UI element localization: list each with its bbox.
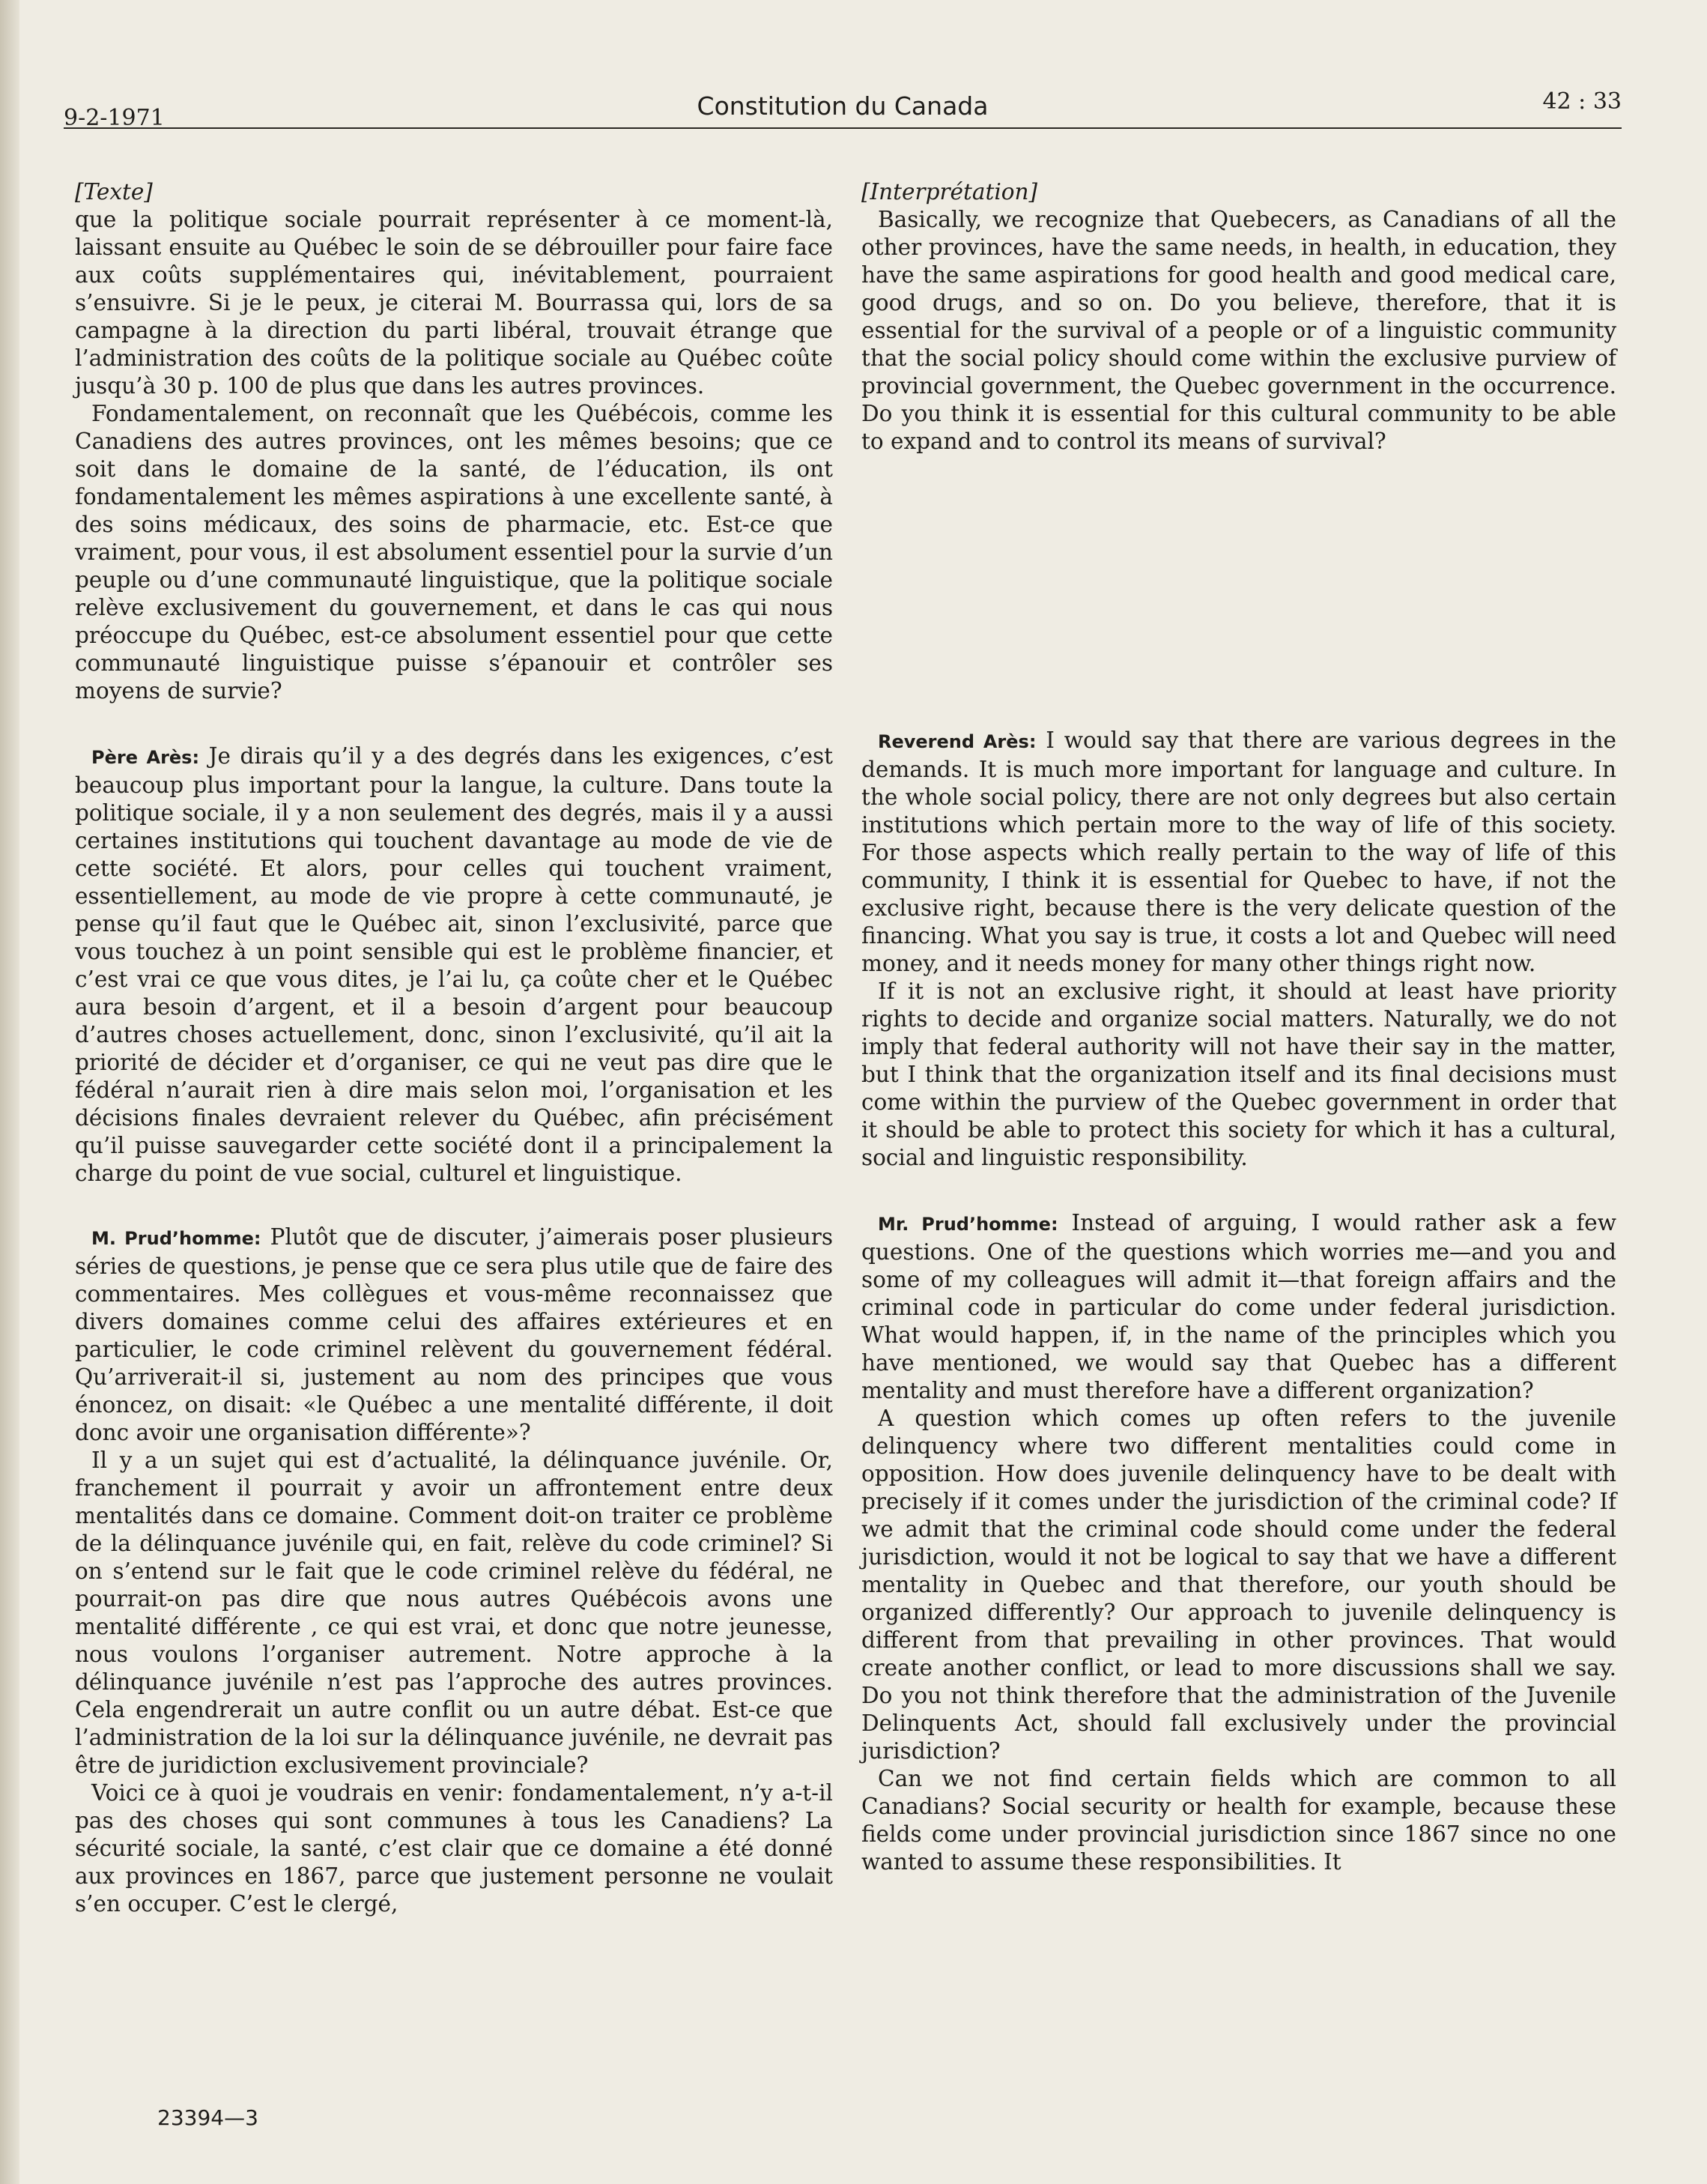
paragraph: Basically, we recognize that Quebecers, as Canadians of all the other provinces, have the same needs, in health, in education, they have the same aspirations for good health and good medical care, good drugs, and so on. Do you believe, therefore, that it is essential for the survival of a people or of a linguistic community that the social policy should come within the exclusive purview of provincial government, the Quebec government in the occurrence. Do you think it is essential for this cultural community to be able to expand and to control its means of survival? — [861, 207, 1616, 454]
paragraph: Il y a un sujet qui est d’actualité, la délinquance juvénile. Or, franchement il pourrait y avoir un affrontement entre deux mentalités dans ce domaine. Comment doit-on traiter ce problème de la délinquance juvénile qui, en fait, relève du code criminel? Si on s’entend sur le fait que le code criminel relève du fédéral, ne pourrait-on pas dire que nous autres Québécois avons une mentalité différente , ce qui est vrai, et donc que notre jeunesse, nous voulons l’organiser autrement. Notre approche à la délinquance juvénile n’est pas l’approche des autres provinces. Cela engendrerait un autre conflit ou un autre débat. Est-ce que l’administration de la loi sur la délinquance juvénile, ne devrait pas être de juridiction exclusivement provinciale? — [75, 1448, 833, 1778]
speech-text: I would say that there are various degrees in the demands. It is much more important for language and culture. In the whole social policy, there are not only degrees but also certain institutions which pertain more to the way of life of this society. For those aspects which really pertain to the way of life of this community, I think it is essential for Quebec to have, if not the exclusive right, because there is the very delicate question of the financing. What you say is true, it costs a lot and Quebec will need money, and it needs money for many other things right now. — [861, 728, 1616, 976]
speaker-paragraph — [861, 1209, 1616, 1405]
paragraph: que la politique sociale pourrait représenter à ce moment-là, laissant ensuite au Québec le soin de se débrouiller pour faire face aux coûts supplémentaires qui, inévitablement, pourraient s’ensuivre. Si je le peux, je citerai M. Bourrassa qui, lors de sa campagne à la direction du parti libéral, trouvait étrange que l’administration des coûts de la politique sociale au Québec coûte jusqu’à 30 p. 100 de plus que dans les autres provinces. — [75, 207, 833, 399]
spacer — [861, 1172, 1616, 1209]
speech-text: Instead of arguing, I would rather ask a few questions. One of the questions which worries me—and you and some of my colleagues will admit it—that foreign affairs and the criminal code in particular do come under federal jurisdiction. What would happen, if, in the name of the principles which you have mentioned, we would say that Quebec has a different mentality and must therefore have a different organization? — [861, 1210, 1616, 1403]
paragraph: Can we not find certain fields which are common to all Canadians? Social security or health for example, because these fields come under provincial jurisdiction since 1867 since no one wanted to assume these responsibilities. It — [861, 1766, 1616, 1875]
spacer — [861, 456, 1616, 727]
header-page-number: 42 : 33 — [1542, 88, 1622, 115]
speaker-paragraph — [75, 1223, 833, 1447]
speaker-name: Reverend Arès: — [878, 731, 1037, 752]
paragraph: Fondamentalement, on reconnaît que les Québécois, comme les Canadiens des autres provinces, ont les mêmes besoins; que ce soit dans le domaine de la santé, de l’éducation, ils ont fondamentalement les mêmes aspirations à une excellente santé, à des soins médicaux, des soins de pharmacie, etc. Est-ce que vraiment, pour vous, il est absolument essentiel pour la survie d’un peuple ou d’une communauté linguistique, que la politique sociale relève exclusivement du gouvernement, et dans le cas qui nous préoccupe du Québec, est-ce absolument essentiel pour que cette communauté linguistique puisse s’épanouir et contrôler ses moyens de survie? — [75, 401, 833, 704]
header-date: 9-2-1971 — [64, 105, 165, 131]
header-rule — [64, 127, 1622, 129]
speaker-paragraph — [861, 727, 1616, 978]
spacer — [75, 1188, 833, 1223]
speaker-name: M. Prud’homme: — [91, 1228, 261, 1249]
paragraph: Voici ce à quoi je voudrais en venir: fondamentalement, n’y a-t-il pas des choses qui sont communes à tous les Canadiens? La sécurité sociale, la santé, c’est clair que ce domaine a été donné aux provinces en 1867, parce que justement personne ne voulait s’en occuper. C’est le clergé, — [75, 1780, 833, 1917]
french-text-tag: [Texte] — [75, 179, 153, 205]
speech-text: Plutôt que de discuter, j’aimerais poser plusieurs séries de questions, je pense que ce sera plus utile que de faire des commentaires. Mes collègues et vous-même reconnaissez que divers domaines comme celui des affaires extérieures et en particulier, le code criminel relèvent du gouvernement fédéral. Qu’arriverait-il si, justement au nom des principes que vous énoncez, on disait: «le Québec a une mentalité différente, il doit donc avoir une organisation différente»? — [75, 1224, 833, 1445]
speaker-paragraph — [75, 742, 833, 1188]
speaker-name: Mr. Prud’homme: — [878, 1214, 1058, 1235]
speaker-name: Père Arès: — [91, 747, 200, 768]
page-header — [64, 84, 1622, 129]
footer-code: 23394—3 — [157, 2105, 258, 2130]
french-column — [75, 178, 833, 1918]
page-spine-shadow — [0, 0, 19, 2184]
speech-text: Je dirais qu’il y a des degrés dans les exigences, c’est beaucoup plus important pour la langue, la culture. Dans toute la politique sociale, il y a non seulement des degrés, mais il y a aussi certaines institutions qui touchent davantage au mode de vie de cette société. Et alors, pour celles qui touchent vraiment, essentiellement, au mode de vie propre à cette communauté, je pense qu’il faut que le Québec ait, sinon l’exclusivité, parce que vous touchez à un point sensible qui est le problème financier, et c’est vrai ce que vous dites, je l’ai lu, ça coûte cher et le Québec aura besoin d’argent, et il a besoin d’argent pour beaucoup d’autres choses actuellement, donc, sinon l’exclusivité, qu’il ait la priorité de décider et d’organiser, ce qui ne veut pas dire que le fédéral n’aurait rien à dire mais selon moi, l’organisation et les décisions finales devraient relever du Québec, afin précisément qu’il puisse sauvegarder cette société dont il a principalement la charge du point de vue social, culturel et linguistique. — [75, 743, 833, 1186]
interpretation-tag: [Interprétation] — [861, 179, 1038, 205]
header-title: Constitution du Canada — [697, 91, 989, 121]
paragraph: A question which comes up often refers to the juvenile delinquency where two different mentalities could come in opposition. How does juvenile delinquency have to be dealt with precisely if it comes under the jurisdiction of the criminal code? If we admit that the criminal code should come under the federal jurisdiction, would it not be logical to say that we have a different mentality in Quebec and that therefore, our youth should be organized differently? Our approach to juvenile delinquency is different from that prevailing in other provinces. That would create another conflict, or lead to more discussions shall we say. Do you not think therefore that the administration of the Juvenile Delinquents Act, should fall exclusively under the provincial jurisdiction? — [861, 1406, 1616, 1764]
spacer — [75, 705, 833, 742]
paragraph: If it is not an exclusive right, it should at least have priority rights to decide and organize social matters. Naturally, we do not imply that federal authority will not have their say in the matter, but I think that the organization itself and its final decisions must come within the purview of the Quebec government in order that it should be able to protect this society for which it has a cultural, social and linguistic responsibility. — [861, 978, 1616, 1170]
english-column — [861, 178, 1616, 1876]
